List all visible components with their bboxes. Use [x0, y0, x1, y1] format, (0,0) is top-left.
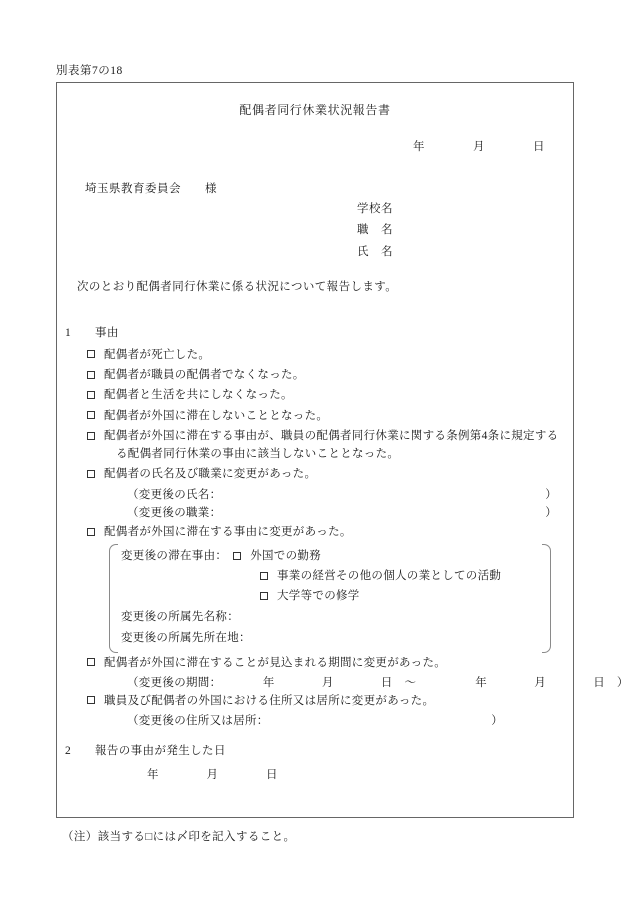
- changed-period-field[interactable]: （変更後の期間： 年 月 日 ～ 年 月 日 ）: [127, 676, 629, 689]
- checkbox-icon[interactable]: [233, 552, 241, 560]
- position-name-field: 職 名: [357, 224, 393, 237]
- changed-org-address-field[interactable]: 変更後の所属先所在地：: [121, 631, 251, 644]
- option-label: 外国での勤務: [250, 550, 322, 563]
- list-item-label: 配偶者と生活を共にしなくなった。: [104, 389, 293, 402]
- changed-reason-option-row[interactable]: [254, 568, 551, 586]
- report-date-line: 年 月 日: [413, 141, 545, 153]
- option-label: 大学等での修学: [277, 590, 360, 603]
- section-occurrence-date: [65, 743, 278, 785]
- paren-close: ）: [545, 488, 557, 501]
- person-name-field: 氏 名: [357, 245, 393, 258]
- changed-reason-group: [109, 544, 551, 652]
- checkbox-icon[interactable]: [87, 528, 95, 536]
- list-item-label: [104, 428, 563, 464]
- list-item[interactable]: [65, 693, 563, 711]
- changed-reason-option-row[interactable]: [121, 548, 551, 566]
- checkbox-icon[interactable]: [260, 592, 268, 600]
- changed-address-label: （変更後の住所又は居所：: [127, 714, 269, 727]
- form-number-label: 別表第7の18: [56, 65, 123, 77]
- paren-close: ）: [545, 507, 557, 520]
- changed-job-label: （変更後の職業：: [127, 507, 222, 520]
- changed-address-field[interactable]: [65, 713, 563, 731]
- list-item-label: 職員及び配偶者の外国における住所又は居所に変更があった。: [104, 694, 435, 707]
- paren-close: ）: [491, 714, 503, 727]
- checkbox-icon[interactable]: [87, 470, 95, 478]
- section1-heading: 1 事由: [65, 327, 119, 339]
- changed-job-field[interactable]: [65, 505, 563, 523]
- list-item-label: 配偶者が職員の配偶者でなくなった。: [104, 369, 305, 382]
- list-item[interactable]: [65, 367, 563, 385]
- list-item-label: 配偶者が外国に滞在しないこととなった。: [104, 409, 329, 422]
- form-inner: [57, 83, 629, 817]
- changed-name-field[interactable]: [65, 487, 563, 505]
- checkbox-icon[interactable]: [87, 658, 95, 666]
- lead-text: 次のとおり配偶者同行休業に係る状況について報告します。: [77, 281, 398, 293]
- list-item[interactable]: [65, 655, 563, 673]
- list-item-line1: 配偶者が外国に滞在する事由が、職員の配偶者同行休業に関する条例第4条に規定する: [104, 430, 559, 443]
- section2-heading: 2 報告の事由が発生した日: [65, 745, 226, 757]
- checkbox-icon[interactable]: [87, 371, 95, 379]
- list-item-label: 配偶者が外国に滞在することが見込まれる期間に変更があった。: [104, 656, 447, 669]
- list-item[interactable]: [65, 524, 563, 542]
- checkbox-icon[interactable]: [87, 432, 95, 440]
- option-label: 事業の経営その他の個人の業としての活動: [277, 570, 502, 583]
- signature-block: [357, 199, 393, 263]
- list-item-label: 配偶者が死亡した。: [104, 348, 211, 361]
- list-item[interactable]: [65, 466, 563, 484]
- form-frame: [56, 82, 629, 818]
- checkbox-icon[interactable]: [87, 696, 95, 704]
- section-reasons: [65, 325, 629, 732]
- list-item-label: 配偶者の氏名及び職業に変更があった。: [104, 468, 317, 481]
- checkbox-icon[interactable]: [87, 391, 95, 399]
- changed-reason-label: 変更後の滞在事由：: [121, 550, 228, 563]
- changed-reason-option-row[interactable]: [254, 588, 551, 606]
- footnote: （注）該当する□には〆印を記入すること。: [62, 831, 296, 843]
- checkbox-icon[interactable]: [260, 572, 268, 580]
- occurrence-date-field[interactable]: 年 月 日: [147, 768, 278, 781]
- list-item-line2: る配偶者同行休業の事由に該当しないこととなった。: [116, 447, 400, 460]
- checkbox-icon[interactable]: [87, 411, 95, 419]
- page-title: 配偶者同行休業状況報告書: [239, 103, 391, 117]
- list-item[interactable]: [65, 387, 563, 405]
- list-item[interactable]: [65, 408, 563, 426]
- school-name-field: 学校名: [357, 203, 393, 215]
- list-item-label: 配偶者が外国に滞在する事由に変更があった。: [104, 526, 352, 539]
- checkbox-icon[interactable]: [87, 350, 95, 358]
- list-item[interactable]: [65, 428, 563, 464]
- changed-name-label: （変更後の氏名：: [127, 488, 222, 501]
- addressee: 埼玉県教育委員会 様: [85, 183, 217, 195]
- list-item[interactable]: [65, 347, 563, 365]
- changed-org-name-field[interactable]: 変更後の所属先名称：: [121, 610, 239, 623]
